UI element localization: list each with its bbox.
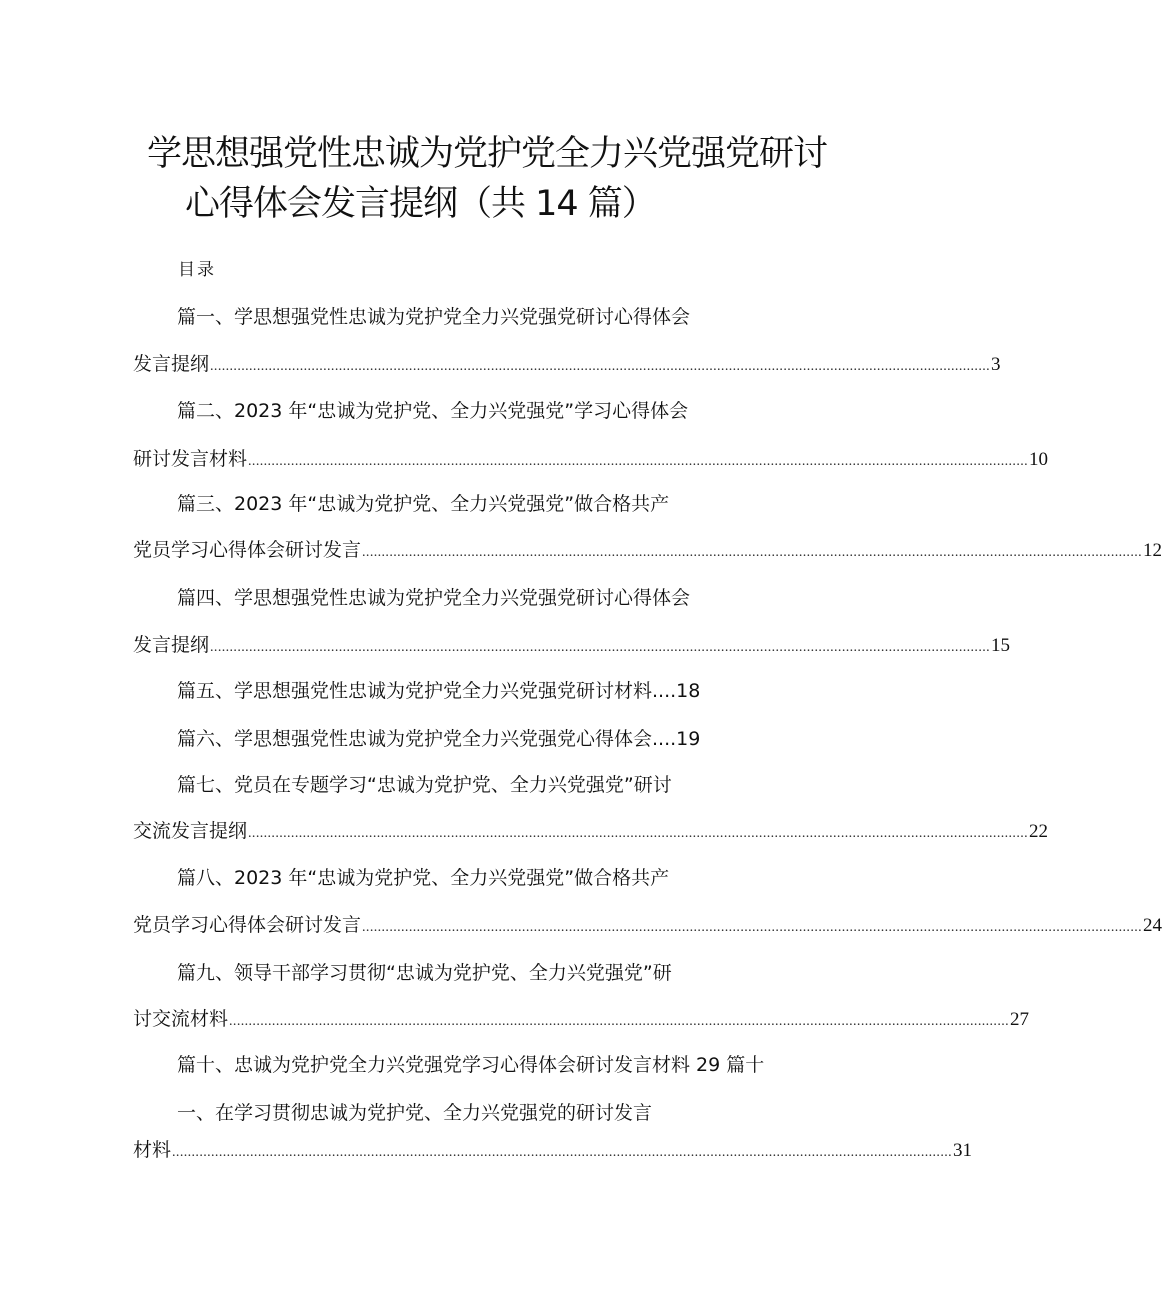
toc-entry-1-cont [133, 351, 1001, 380]
toc-page-number: 15 [991, 635, 1011, 656]
toc-page-number: 22 [1029, 821, 1049, 842]
toc-entry-text: 研讨发言材料 [133, 448, 248, 470]
toc-leader-dots: ........................................................................................................................................................................................................ [362, 920, 1143, 935]
toc-entry-4-title: 篇四、学思想强党性忠诚为党护党全力兴党强党研讨心得体会 [177, 587, 691, 609]
toc-leader-dots: ........................................................................................................................................................................................................ [248, 826, 1029, 841]
toc-entry-9-title: 篇九、领导干部学习贯彻“忠诚为党护党、全力兴党强党”研 [177, 962, 672, 984]
toc-leader-dots: ........................................................................................................................................................................................................ [229, 1014, 1010, 1029]
document-title-line-2: 心得体会发言提纲（共 14 篇） [185, 184, 656, 224]
toc-entry-8-cont [133, 912, 1162, 941]
toc-entry-10: 篇十、忠诚为党护党全力兴党强党学习心得体会研讨发言材料 29 篇十 [177, 1054, 765, 1076]
toc-entry-9-cont [133, 1006, 1030, 1035]
toc-page-number: 10 [1029, 449, 1049, 470]
toc-page-number: 31 [953, 1140, 973, 1161]
toc-leader-dots: ........................................................................................................................................................................................................ [248, 454, 1029, 469]
toc-page-number: 24 [1143, 915, 1162, 936]
document-title-line-1: 学思想强党性忠诚为党护党全力兴党强党研讨 [147, 134, 828, 174]
toc-entry-text: 材料 [133, 1139, 172, 1161]
toc-entry-text: 讨交流材料 [133, 1008, 229, 1030]
toc-entry-4-cont [133, 632, 1011, 661]
toc-entry-2-cont [133, 446, 1049, 475]
toc-entry-6: 篇六、学思想强党性忠诚为党护党全力兴党强党心得体会....19 [177, 728, 701, 750]
toc-entry-text: 交流发言提纲 [133, 820, 248, 842]
toc-page-number: 12 [1143, 540, 1162, 561]
toc-entry-3-title: 篇三、2023 年“忠诚为党护党、全力兴党强党”做合格共产 [177, 493, 670, 515]
toc-entry-1-title: 篇一、学思想强党性忠诚为党护党全力兴党强党研讨心得体会 [177, 306, 691, 328]
toc-leader-dots: ........................................................................................................................................................................................................ [362, 545, 1143, 560]
toc-entry-3-cont [133, 537, 1162, 566]
toc-entry-5: 篇五、学思想强党性忠诚为党护党全力兴党强党研讨材料....18 [177, 680, 701, 702]
toc-entry-2-title: 篇二、2023 年“忠诚为党护党、全力兴党强党”学习心得体会 [177, 400, 689, 422]
toc-entry-7-title: 篇七、党员在专题学习“忠诚为党护党、全力兴党强党”研讨 [177, 774, 672, 796]
toc-entry-8-title: 篇八、2023 年“忠诚为党护党、全力兴党强党”做合格共产 [177, 867, 670, 889]
toc-page-number: 3 [991, 354, 1001, 375]
toc-entry-11-title: 一、在学习贯彻忠诚为党护党、全力兴党强党的研讨发言 [177, 1102, 653, 1124]
toc-entry-text: 发言提纲 [133, 634, 210, 656]
toc-leader-dots: ........................................................................................................................................................................................................ [210, 640, 991, 655]
toc-page-number: 27 [1010, 1009, 1030, 1030]
toc-leader-dots: ........................................................................................................................................................................................................ [172, 1145, 953, 1160]
toc-entry-7-cont [133, 818, 1049, 847]
toc-entry-text: 党员学习心得体会研讨发言 [133, 914, 362, 936]
toc-heading: 目录 [178, 260, 216, 280]
toc-entry-11-cont [133, 1137, 973, 1166]
toc-leader-dots: ........................................................................................................................................................................................................ [210, 359, 991, 374]
toc-entry-text: 发言提纲 [133, 353, 210, 375]
toc-entry-text: 党员学习心得体会研讨发言 [133, 539, 362, 561]
